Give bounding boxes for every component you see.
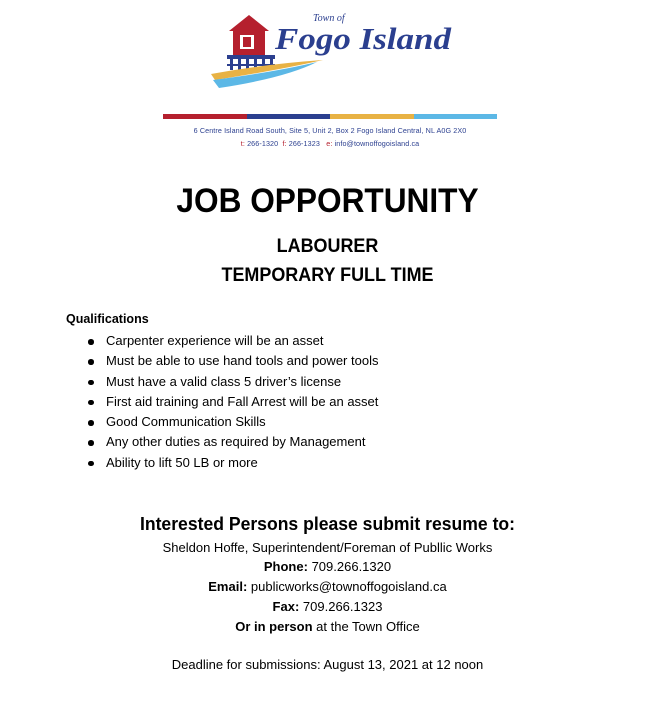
stripe-blue <box>247 114 331 119</box>
fogo-island-logo <box>205 8 455 103</box>
qualification-item: First aid training and Fall Arrest will be an asset <box>86 392 378 412</box>
contact-person: Sheldon Hoffe, Superintendent/Foreman of Publlic Works <box>162 540 493 555</box>
letterhead-fax: 266-1323 <box>288 139 320 148</box>
submit-resume-heading: Interested Persons please submit resume to: <box>139 513 516 534</box>
in-person-text: at the Town Office <box>316 619 420 634</box>
contact-fax-line: Fax: 709.266.1323 <box>272 599 383 614</box>
qualification-item: Ability to lift 50 LB or more <box>86 453 378 473</box>
letterhead-contact-line <box>160 137 500 150</box>
letterhead-fax-label: f: <box>282 139 287 148</box>
contact-email-label: Email <box>208 579 243 594</box>
in-person-label: Or in person <box>235 619 313 634</box>
stripe-red <box>163 114 247 119</box>
employment-type: TEMPORARY FULL TIME <box>221 264 434 286</box>
qualification-item: Good Communication Skills <box>86 412 378 432</box>
logo-brand-name: Fogo Island <box>273 21 452 56</box>
contact-phone-label: Phone <box>263 559 304 574</box>
contact-email: publicworks@townoffogoisland.ca <box>250 579 447 594</box>
contact-email-line: Email: publicworks@townoffogoisland.ca <box>208 579 447 594</box>
color-stripe-divider <box>163 114 497 119</box>
letterhead-address: 6 Centre Island Road South, Site 5, Unit 2, Box 2 Fogo Island Central, NL A0G 2X0 <box>193 126 467 135</box>
contact-fax: 709.266.1323 <box>302 599 383 614</box>
contact-phone: 709.266.1320 <box>311 559 392 574</box>
contact-fax-label: Fax <box>272 599 295 614</box>
qualification-item: Carpenter experience will be an asset <box>86 331 378 351</box>
letterhead-phone: 266-1320 <box>247 139 279 148</box>
qualifications-list <box>86 331 378 473</box>
letterhead-address-block <box>160 124 500 150</box>
position-title: LABOURER <box>276 235 379 257</box>
submission-deadline: Deadline for submissions: August 13, 2021 at 12 noon <box>171 657 484 672</box>
letterhead-email: info@townoffogoisland.ca <box>334 139 420 148</box>
letterhead-phone-label: t: <box>240 139 245 148</box>
letterhead-email-label: e: <box>326 139 333 148</box>
in-person-line <box>0 619 655 634</box>
stripe-gold <box>330 114 414 119</box>
contact-phone-line: Phone: 709.266.1320 <box>263 559 392 574</box>
qualification-item: Must be able to use hand tools and power tools <box>86 351 378 371</box>
stripe-lightblue <box>414 114 498 119</box>
qualification-item: Any other duties as required by Management <box>86 432 378 452</box>
house-icon <box>229 15 269 55</box>
qualification-item: Must have a valid class 5 driver’s license <box>86 372 378 392</box>
logo-small-text: Town of <box>313 13 345 24</box>
job-opportunity-title: JOB OPPORTUNITY <box>176 182 479 220</box>
qualifications-heading: Qualifications <box>66 312 149 326</box>
